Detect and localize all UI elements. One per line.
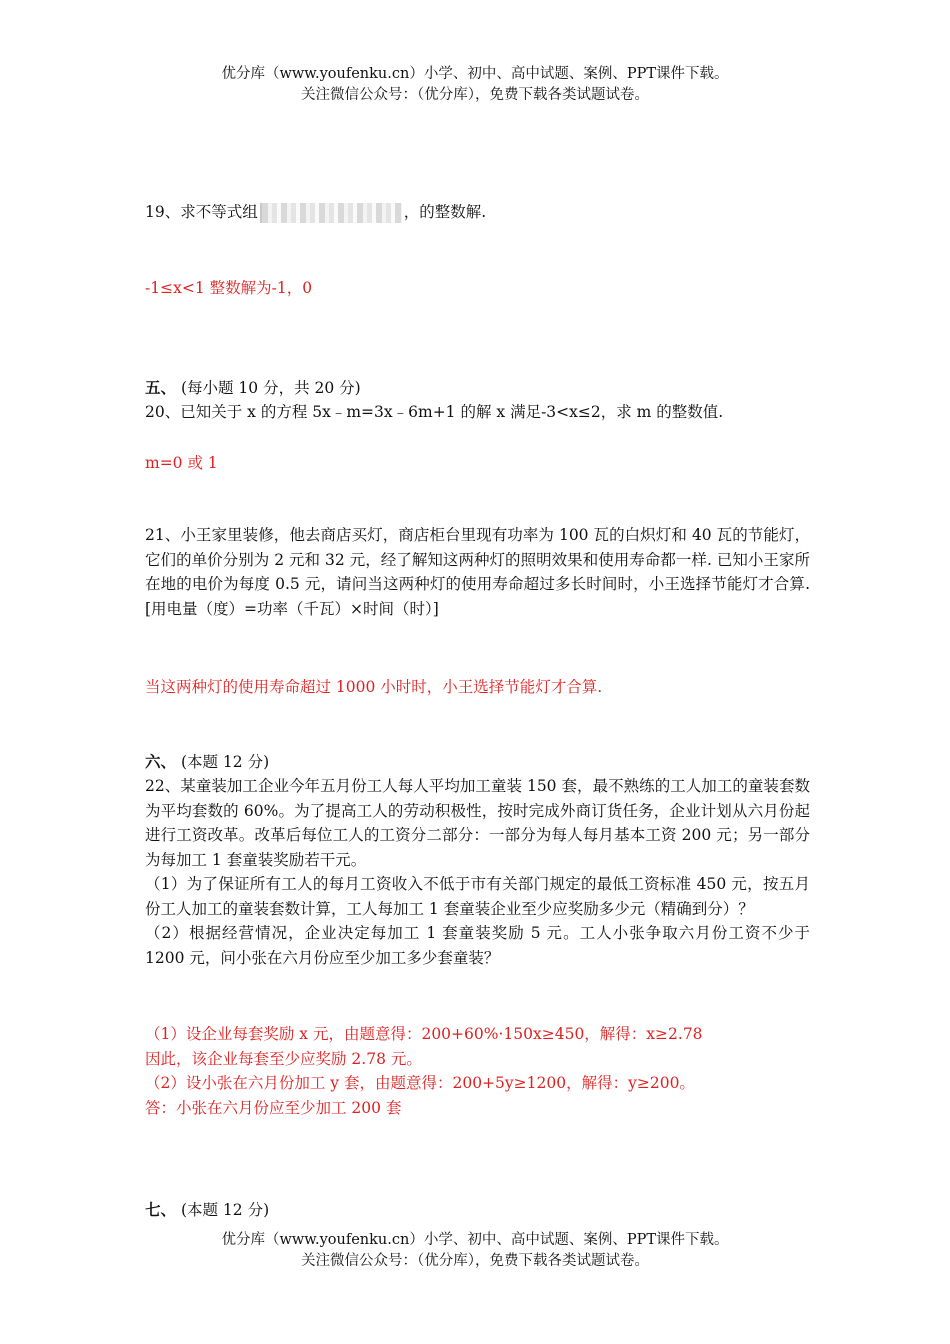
q22-part-2: （2）根据经营情况，企业决定每加工 1 套童装奖励 5 元。工人小张争取六月份工资不少于 1200 元，问小张在六月份应至少加工多少套童装？ [145, 924, 810, 967]
section-6-heading [145, 750, 269, 772]
section-5-heading [145, 376, 361, 398]
page-header [0, 64, 950, 106]
section-5-note: (每小题 10 分，共 20 分) [180, 379, 361, 397]
section-6-number: 六、 [145, 752, 177, 771]
q21-answer: 当这两种灯的使用寿命超过 1000 小时时，小王选择节能灯才合算. [145, 678, 603, 696]
section-7-heading [145, 1198, 269, 1220]
q22-answer-line: 答：小张在六月份应至少加工 200 套 [145, 1098, 402, 1117]
question-19 [145, 200, 486, 223]
q22-answer-line: （1）设企业每套奖励 x 元，由题意得：200+60%·150x≥450，解得：x≥2.78 [145, 1025, 703, 1043]
q19-answer: -1≤x<1 整数解为-1，0 [145, 279, 313, 297]
q19-suffix: ，的整数解. [403, 203, 487, 221]
section-6-note: (本题 12 分) [180, 753, 270, 771]
section-7-note: (本题 12 分) [180, 1201, 270, 1219]
q22-answer [145, 1022, 810, 1120]
q22-part-1: （1）为了保证所有工人的每月工资收入不低于市有关部门规定的最低工资标准 450 元，按五月份工人加工的童装套数计算，工人每加工 1 套童装企业至少应奖励多少元（精确到分）？ [145, 875, 810, 918]
inequality-system-image [260, 203, 402, 223]
footer-line-1: 优分库（www.youfenku.cn）小学、初中、高中试题、案例、PPT课件下载。 [221, 1232, 729, 1248]
question-20: 20、已知关于 x 的方程 5x﹣m=3x﹣6m+1 的解 x 满足-3<x≤2，求 m 的整数值. [145, 403, 724, 421]
header-line-1: 优分库（www.youfenku.cn）小学、初中、高中试题、案例、PPT课件下载。 [221, 66, 729, 82]
q20-answer: m=0 或 1 [145, 454, 218, 472]
q22-answer-line: 因此，该企业每套至少应奖励 2.78 元。 [145, 1049, 422, 1068]
header-line-2: 关注微信公众号：（优分库），免费下载各类试题试卷。 [301, 87, 649, 103]
page-footer [0, 1230, 950, 1272]
section-5-number: 五、 [145, 378, 177, 397]
section-7-number: 七、 [145, 1200, 177, 1219]
q22-stem: 22、某童装加工企业今年五月份工人每人平均加工童装 150 套，最不熟练的工人加工的童装套数为平均套数的 60%。为了提高工人的劳动积极性，按时完成外商订货任务，企业计划从六月份起进行工资改革。改革后每位工人的工资分二部分：一部分为每人每月基本工资 200 元；另一部分为每加工 1 套童装奖励若干元。 [145, 777, 810, 869]
footer-line-2: 关注微信公众号：（优分库），免费下载各类试题试卷。 [301, 1253, 649, 1269]
q22-answer-line: （2）设小张在六月份加工 y 套，由题意得：200+5y≥1200，解得：y≥200。 [145, 1074, 695, 1092]
question-21: 21、小王家里装修，他去商店买灯，商店柜台里现有功率为 100 瓦的白炽灯和 40 瓦的节能灯，它们的单价分别为 2 元和 32 元，经了解知这两种灯的照明效果和使用寿命都一样. 已知小王家所在地的电价为每度 0.5 元，请问当这两种灯的使用寿命超过多长时间时，小王选择节能灯才合算. [用电量（度）=功率（千瓦）×时间（时）] [145, 526, 810, 618]
question-22 [145, 774, 810, 970]
q19-prefix: 19、求不等式组 [145, 203, 258, 221]
